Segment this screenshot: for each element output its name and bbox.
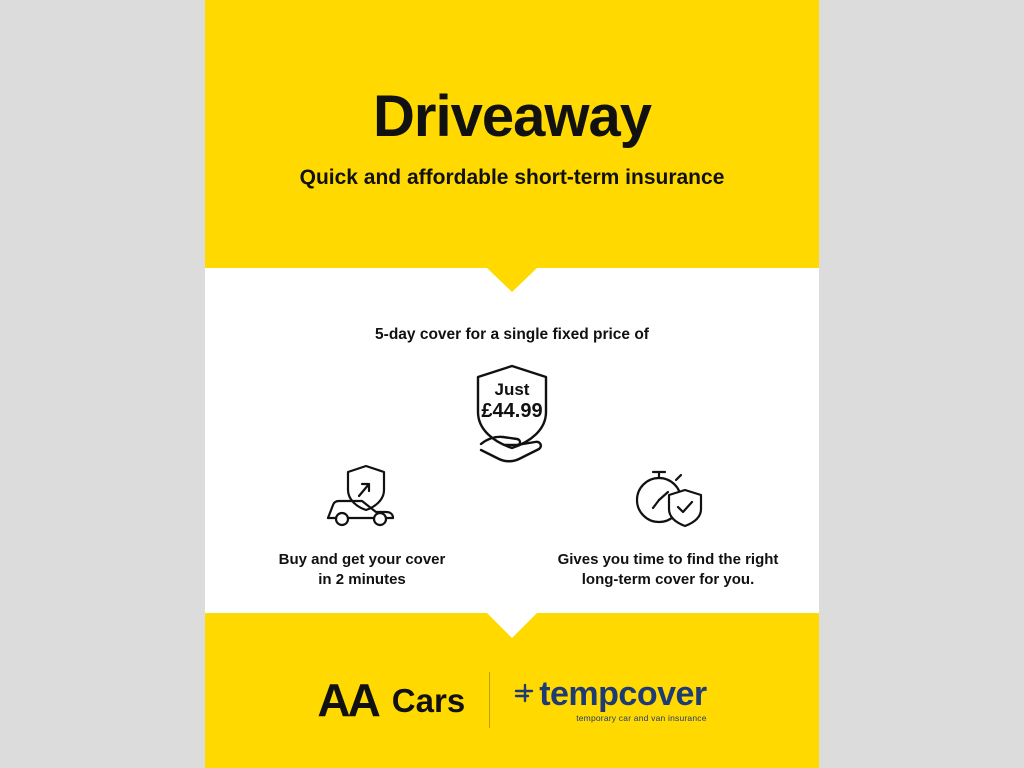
poster [205, 0, 819, 768]
feature-caption-line2: in 2 minutes [318, 571, 406, 589]
price-badge [457, 380, 567, 423]
logo-divider [489, 672, 490, 728]
tempcover-mark-icon [514, 683, 536, 709]
feature-caption-line1: Gives you time to find the right [557, 551, 779, 568]
footer-logos [205, 665, 819, 735]
feature-time-to-choose [548, 462, 788, 591]
aa-cars-label: Cars [391, 681, 466, 719]
stopwatch-shield-icon [548, 462, 788, 534]
aa-logo: AA [317, 674, 378, 726]
badge-amount: £44.99 [481, 399, 543, 422]
feature-caption-line2: long-term cover for you. [581, 571, 755, 589]
badge-just-label: Just [494, 380, 530, 399]
feature-caption-line1: Buy and get your cover [278, 551, 446, 568]
price-description: 5-day cover for a single fixed price of [375, 326, 649, 343]
tempcover-logo [514, 677, 706, 723]
tempcover-name: tempcover [539, 675, 707, 714]
feature-caption [242, 550, 482, 591]
page-title: Driveaway [373, 84, 651, 149]
car-shield-icon [242, 462, 482, 534]
feature-caption [548, 550, 788, 591]
page-subtitle: Quick and affordable short-term insurance [299, 166, 725, 189]
feature-buy-fast [242, 462, 482, 591]
tempcover-tagline: temporary car and van insurance [576, 713, 707, 724]
